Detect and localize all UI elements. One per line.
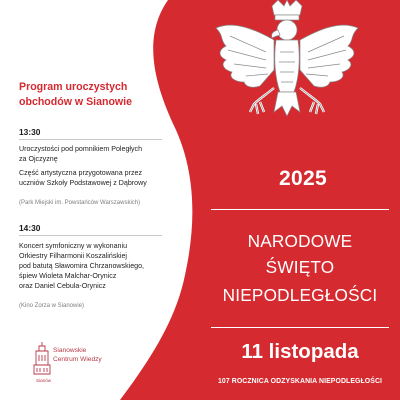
concert-line4: śpiew Wioleta Malchar-Orynicz	[19, 272, 117, 281]
program-title	[19, 80, 159, 110]
event-school-performance	[19, 168, 179, 188]
logo-name-line1: Sianowskie	[53, 347, 87, 354]
program-title-line1: Program uroczystych	[19, 81, 128, 93]
headline-line2: ŚWIĘTO	[265, 257, 335, 277]
program-title-line2: obchodów w Sianowie	[19, 96, 133, 108]
event-monument	[19, 144, 169, 164]
event-concert	[19, 241, 179, 291]
time-1430-underline	[19, 235, 162, 236]
concert-line2: Orkiestry Filharmonii Koszalińskiej	[19, 252, 128, 261]
time-1430: 14:30	[19, 223, 41, 233]
year-divider	[211, 209, 389, 210]
white-eagle-icon	[204, 0, 370, 132]
concert-line3: pod batutą Sławomira Chrzanowskiego,	[19, 262, 144, 271]
concert-line5: oraz Daniel Cebula-Orynicz	[19, 282, 106, 291]
location-park: (Park Miejski im. Powstańców Warszawskich)	[19, 200, 141, 206]
logo-name	[53, 347, 123, 364]
time-1330-underline	[19, 139, 162, 140]
time-1330: 13:30	[19, 127, 41, 137]
location-cinema: (Kino Zorza w Sianowie)	[19, 303, 85, 309]
event-school-line1: Część artystyczna przygotowana przez	[19, 169, 143, 177]
event-school-line2: uczniów Szkoły Podstawowej z Dąbrowy	[19, 179, 147, 188]
date-divider	[211, 327, 389, 328]
building-logo-icon	[33, 341, 51, 377]
year: 2025	[279, 167, 327, 190]
headline-line1: NARODOWE	[247, 231, 353, 251]
event-date: 11 listopada	[241, 340, 359, 363]
concert-line1: Koncert symfoniczny w wykonaniu	[19, 242, 128, 250]
anniversary-subtitle: 107 ROCZNICA ODZYSKANIA NIEPODLEGŁOŚCI	[217, 378, 383, 385]
logo-sub: Sianów	[36, 378, 52, 383]
event-monument-line2: za Ojczyznę	[19, 155, 58, 164]
headline-line3: NIEPODLEGŁOŚCI	[222, 285, 378, 305]
logo-name-line2: Centrum Wiedzy	[53, 355, 102, 363]
event-monument-line1: Uroczystości pod pomnikiem Poległych	[19, 145, 143, 153]
